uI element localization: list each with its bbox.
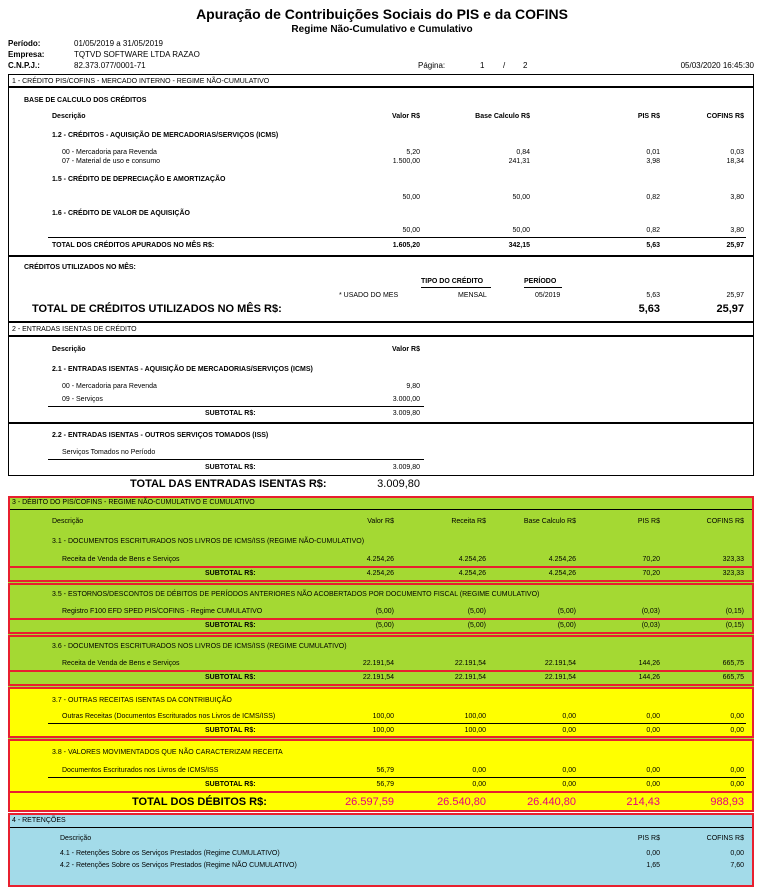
group-3-6-title: 3.6 - DOCUMENTOS ESCRITURADOS NOS LIVROS DE ICMS/ISS (REGIME CUMULATIVO) [52,643,347,650]
group-3-8-title: 3.8 - VALORES MOVIMENTADOS QUE NÃO CARACTERIZAM RECEITA [52,749,283,756]
row-valor: 1.500,00 [392,158,420,165]
subtotal-valor: 22.191,54 [362,674,394,681]
subtotal-pis: 0,00 [646,781,660,788]
group-1-5-title: 1.5 - CRÉDITO DE DEPRECIAÇÃO E AMORTIZAÇÃO [52,176,226,183]
row-pis: 0,00 [646,850,660,857]
divider [10,566,752,568]
row-desc: Registro F100 EFD SPED PIS/COFINS - Regime CUMULATIVO [62,608,263,615]
subtotal-receita: 0,00 [472,781,486,788]
creditos-utilizados-label: CRÉDITOS UTILIZADOS NO MÊS: [24,264,136,271]
total-valor: 1.605,20 [392,242,420,249]
row-cofins: 3,80 [730,194,744,201]
group-3-5-title: 3.5 - ESTORNOS/DESCONTOS DE DÉBITOS DE PERÍODOS ANTERIORES NÃO ACOBERTADOS POR DOCUMENTO FISCAL (REGIME CUMULATIVO) [52,591,540,598]
col-cofins: COFINS R$ [706,113,744,120]
periodo-value: 01/05/2019 a 31/05/2019 [74,39,163,48]
row-desc: Serviços Tomados no Período [62,449,156,456]
col-descricao: Descrição [52,346,86,353]
total-debitos-label: TOTAL DOS DÉBITOS R$: [132,796,267,808]
total-debitos-cofins: 988,93 [710,796,744,808]
subtotal-label: SUBTOTAL R$: [205,674,256,681]
subtotal-pis: 70,20 [642,570,660,577]
section3-title: 3 - DÉBITO DO PIS/COFINS - REGIME NÃO-CUMULATIVO E CUMULATIVO [12,499,255,506]
uso-cofins: 25,97 [726,292,744,299]
subtotal-base: 22.191,54 [544,674,576,681]
row-pis: (0,03) [641,608,660,615]
row-valor: 22.191,54 [362,660,394,667]
row-pis: 3,98 [646,158,660,165]
col-base-calculo: Base Calculo R$ [475,113,530,120]
row-pis: 144,26 [638,660,660,667]
group-2-2-title: 2.2 - ENTRADAS ISENTAS - OUTROS SERVIÇOS TOMADOS (ISS) [52,432,269,439]
col-receita: Receita R$ [451,518,486,525]
row-receita: 0,00 [472,767,486,774]
total-utilizados-pis: 5,63 [638,303,660,315]
divider [10,509,752,510]
divider [48,777,746,778]
section2-title: 2 - ENTRADAS ISENTAS DE CRÉDITO [12,326,137,333]
total-pis: 5,63 [646,242,660,249]
uso-tipo: MENSAL [458,292,487,299]
row-desc: 09 - Serviços [62,396,103,403]
empresa-label: Empresa: [8,50,45,59]
group-3-7-title: 3.7 - OUTRAS RECEITAS ISENTAS DA CONTRIBUIÇÃO [52,697,232,704]
subtotal-pis: (0,03) [641,622,660,629]
row-desc: Receita de Venda de Bens e Serviços [62,660,180,667]
col-pis: PIS R$ [637,113,660,120]
row-receita: 100,00 [464,713,486,720]
row-cofins: 0,00 [730,850,744,857]
subtotal-label: SUBTOTAL R$: [205,464,256,471]
pagina-current: 1 [480,61,485,70]
cnpj-value: 82.373.077/0001-71 [74,61,146,70]
divider [48,237,746,238]
total-base: 342,15 [508,242,530,249]
row-base: 50,00 [512,194,530,201]
row-pis: 0,82 [646,227,660,234]
row-receita: 22.191,54 [454,660,486,667]
row-base: 50,00 [512,227,530,234]
row-base: 4.254,26 [548,556,576,563]
row-pis: 70,20 [642,556,660,563]
row-valor: 3.000,00 [392,396,420,403]
uso-desc: * USADO DO MES [339,292,399,299]
subtotal-cofins: 0,00 [730,727,744,734]
subtotal-base: 4.254,26 [548,570,576,577]
subtotal-valor: (5,00) [375,622,394,629]
uso-periodo: 05/2019 [535,292,561,299]
divider [524,287,562,288]
subtotal-base: 0,00 [562,781,576,788]
row-pis: 1,65 [646,862,660,869]
row-valor: 50,00 [402,227,420,234]
row-valor: 5,20 [406,149,420,156]
col-valor: Valor R$ [367,518,394,525]
col-descricao: Descrição [60,835,92,842]
subtotal-receita: 100,00 [464,727,486,734]
divider [48,723,746,724]
row-valor: 4.254,26 [366,556,394,563]
row-valor: 100,00 [372,713,394,720]
subtotal-pis: 0,00 [646,727,660,734]
total-debitos-pis: 214,43 [626,796,660,808]
row-cofins: 0,00 [730,767,744,774]
total-utilizados-label: TOTAL DE CRÉDITOS UTILIZADOS NO MÊS R$: [32,303,282,315]
subtotal-valor: 4.254,26 [366,570,394,577]
periodo-header: PERÍODO [524,278,557,285]
col-base-calculo: Base Calculo R$ [523,518,576,525]
row-desc: 4.1 - Retenções Sobre os Serviços Prestados (Regime CUMULATIVO) [60,850,280,857]
subtotal-base: 0,00 [562,727,576,734]
total-isentas-value: 3.009,80 [377,478,420,490]
subtotal-receita: 4.254,26 [458,570,486,577]
subtotal-receita: (5,00) [467,622,486,629]
col-descricao: Descrição [52,113,86,120]
subtotal-base: (5,00) [557,622,576,629]
row-cofins: 18,34 [726,158,744,165]
row-cofins: (0,15) [725,608,744,615]
col-valor: Valor R$ [391,346,420,353]
total-utilizados-cofins: 25,97 [716,303,744,315]
section4-title: 4 - RETENÇÕES [12,817,66,824]
col-descricao: Descrição [52,518,84,525]
row-base: 241,31 [508,158,530,165]
subtotal-valor: 56,79 [376,781,394,788]
total-debitos-base: 26.440,80 [527,796,576,808]
row-base: 22.191,54 [544,660,576,667]
total-debitos-receita: 26.540,80 [437,796,486,808]
group-2-1-title: 2.1 - ENTRADAS ISENTAS - AQUISIÇÃO DE MERCADORIAS/SERVIÇOS (ICMS) [52,366,313,373]
divider [421,287,491,288]
group-1-2-title: 1.2 - CRÉDITOS - AQUISIÇÃO DE MERCADORIAS/SERVIÇOS (ICMS) [52,132,279,139]
col-cofins: COFINS R$ [706,518,744,525]
row-desc: Documentos Escriturados nos Livros de ICMS/ISS [62,767,219,774]
row-base: 0,84 [516,149,530,156]
col-pis: PIS R$ [637,518,660,525]
subtotal-cofins: 0,00 [730,781,744,788]
row-receita: (5,00) [467,608,486,615]
row-desc: Outras Receitas (Documentos Escriturados nos Livros de ICMS/ISS) [62,713,276,720]
col-pis: PIS R$ [637,835,660,842]
divider [10,618,752,620]
cnpj-label: C.N.P.J.: [8,61,40,70]
base-calculo-label: BASE DE CALCULO DOS CRÉDITOS [24,97,147,104]
row-base: 0,00 [562,713,576,720]
report-datetime: 05/03/2020 16:45:30 [680,61,754,70]
row-valor: 56,79 [376,767,394,774]
row-desc: Receita de Venda de Bens e Serviços [62,556,180,563]
row-cofins: 7,60 [730,862,744,869]
col-cofins: COFINS R$ [706,835,744,842]
row-cofins: 665,75 [722,660,744,667]
subtotal-label: SUBTOTAL R$: [205,622,256,629]
subtotal-receita: 22.191,54 [454,674,486,681]
uso-pis: 5,63 [646,292,660,299]
subtotal-valor: 100,00 [372,727,394,734]
subtotal-value: 3.009,80 [392,464,420,471]
row-desc: 4.2 - Retenções Sobre os Serviços Prestados (Regime NÃO CUMULATIVO) [60,862,297,869]
subtotal-label: SUBTOTAL R$: [205,781,256,788]
report-title: Apuração de Contribuições Sociais do PIS e da COFINS [196,6,568,22]
row-pis: 0,00 [646,767,660,774]
pagina-label: Página: [418,61,446,70]
row-valor: (5,00) [375,608,394,615]
row-pis: 0,82 [646,194,660,201]
pagina-total: 2 [523,61,528,70]
row-valor: 9,80 [406,383,420,390]
subtotal-label: SUBTOTAL R$: [205,570,256,577]
subtotal-cofins: 323,33 [722,570,744,577]
row-cofins: 3,80 [730,227,744,234]
divider [48,459,424,460]
row-desc: 07 - Material de uso e consumo [62,158,161,165]
row-cofins: 0,00 [730,713,744,720]
periodo-label: Período: [8,39,41,48]
divider [10,827,752,828]
row-valor: 50,00 [402,194,420,201]
report-subtitle: Regime Não-Cumulativo e Cumulativo [291,24,473,35]
empresa-value: TQTVD SOFTWARE LTDA RAZAO [74,50,200,59]
row-desc: 00 - Mercadoria para Revenda [62,383,157,390]
subtotal-cofins: (0,15) [725,622,744,629]
group-3-1-title: 3.1 - DOCUMENTOS ESCRITURADOS NOS LIVROS DE ICMS/ISS (REGIME NÃO-CUMULATIVO) [52,538,365,545]
row-desc: 00 - Mercadoria para Revenda [62,149,157,156]
total-isentas-label: TOTAL DAS ENTRADAS ISENTAS R$: [130,478,327,490]
subtotal-cofins: 665,75 [722,674,744,681]
row-base: 0,00 [562,767,576,774]
subtotal-pis: 144,26 [638,674,660,681]
row-receita: 4.254,26 [458,556,486,563]
tipo-credito-header: TIPO DO CRÉDITO [421,278,484,285]
divider [10,670,752,672]
row-cofins: 323,33 [722,556,744,563]
group-1-6-title: 1.6 - CRÉDITO DE VALOR DE AQUISIÇÃO [52,210,190,217]
subtotal-label: SUBTOTAL R$: [205,410,256,417]
total-creditos-label: TOTAL DOS CRÉDITOS APURADOS NO MÊS R$: [52,242,215,249]
subtotal-value: 3.009,80 [392,410,420,417]
col-valor: Valor R$ [391,113,420,120]
pagina-separator: / [503,61,506,70]
total-cofins: 25,97 [726,242,744,249]
total-debitos-valor: 26.597,59 [345,796,394,808]
subtotal-label: SUBTOTAL R$: [205,727,256,734]
row-base: (5,00) [557,608,576,615]
section1-title: 1 - CRÉDITO PIS/COFINS - MERCADO INTERNO - REGIME NÃO-CUMULATIVO [12,78,270,85]
row-pis: 0,00 [646,713,660,720]
row-cofins: 0,03 [730,149,744,156]
divider [10,791,752,793]
divider [48,406,424,407]
row-pis: 0,01 [646,149,660,156]
